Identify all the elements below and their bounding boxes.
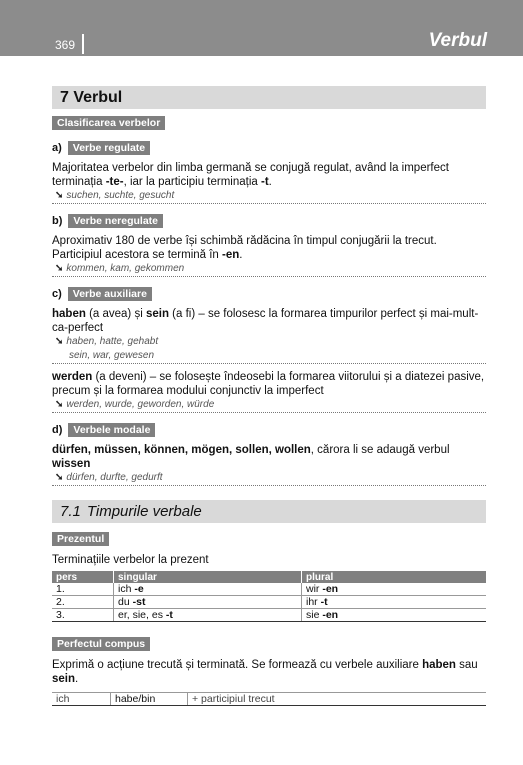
column-header: plural bbox=[302, 571, 487, 583]
column-header: pers bbox=[52, 571, 114, 583]
perfect-tense-text: Exprimă o acțiune trecută și terminată. Se formează cu verbele auxiliare haben sau sein. bbox=[52, 659, 478, 685]
table-row: 1. ich -e wir -en bbox=[52, 583, 486, 596]
present-endings-table bbox=[52, 571, 486, 622]
subsection-c-heading bbox=[52, 287, 486, 301]
example-line: ➘ haben, hatte, gehabt bbox=[55, 336, 159, 347]
section-title: 7 Verbul bbox=[52, 86, 486, 109]
subsection-title: 7.1 Timpurile verbale bbox=[52, 500, 486, 523]
chapter-title: Verbul bbox=[428, 30, 487, 51]
example-line: ➘ werden, wurde, geworden, würde bbox=[52, 398, 486, 413]
subsection-label: Verbe auxiliare bbox=[68, 287, 152, 301]
arrow-icon: ➘ bbox=[55, 336, 64, 347]
subsection-label: Verbe neregulate bbox=[68, 214, 163, 228]
example-line: ➘ kommen, kam, gekommen bbox=[52, 262, 486, 277]
table-header-row bbox=[52, 571, 486, 583]
subsection-letter: c) bbox=[52, 288, 62, 300]
table-row: 3. er, sie, es -t sie -en bbox=[52, 609, 486, 622]
page-content bbox=[52, 86, 486, 706]
table-row: 2. du -st ihr -t bbox=[52, 596, 486, 609]
page-number-divider bbox=[82, 34, 84, 54]
perfect-formation-table bbox=[52, 692, 486, 706]
subsection-a-heading bbox=[52, 141, 486, 155]
subsection-d-heading bbox=[52, 423, 486, 437]
page-header bbox=[0, 0, 523, 56]
subsection-letter: a) bbox=[52, 142, 62, 154]
page-number: 369 bbox=[55, 38, 76, 52]
present-tense-label: Prezentul bbox=[52, 532, 109, 546]
subsection-label: Verbele modale bbox=[68, 423, 155, 437]
irregular-verbs-text: Aproximativ 180 de verbe își schimbă rădăcina în timpul conjugării la trecut. Participiul acestora se termină în -en. bbox=[52, 235, 437, 261]
example-line: ➘ suchen, suchte, gesucht bbox=[52, 189, 486, 204]
subsection-letter: b) bbox=[52, 215, 63, 227]
subsection-b-heading bbox=[52, 214, 486, 228]
auxiliary-haben-sein-text: haben (a avea) și sein (a fi) – se folosesc la formarea timpurilor perfect și mai-mult-ca-perfect bbox=[52, 308, 479, 334]
arrow-icon: ➘ bbox=[55, 190, 64, 201]
subsection-label: Verbe regulate bbox=[68, 141, 150, 155]
modal-verbs-text: dürfen, müssen, können, mögen, sollen, wollen, cărora li se adaugă verbul wissen bbox=[52, 444, 450, 470]
subsection-letter: d) bbox=[52, 424, 63, 436]
column-header: singular bbox=[114, 571, 302, 583]
arrow-icon: ➘ bbox=[55, 399, 64, 410]
arrow-icon: ➘ bbox=[55, 472, 64, 483]
auxiliary-werden-text: werden (a deveni) – se folosește îndeosebi la formarea viitorului și a diatezei pasive, precum și la formarea modului conjunctiv la imperfect bbox=[52, 371, 485, 397]
regular-verbs-text: Majoritatea verbelor din limba germană se conjugă regulat, având la imperfect terminația -te-, iar la participiu terminația -t. bbox=[52, 162, 449, 188]
classification-label: Clasificarea verbelor bbox=[52, 116, 165, 130]
example-line: sein, war, gewesen bbox=[52, 349, 486, 364]
arrow-icon: ➘ bbox=[55, 263, 64, 274]
present-intro: Terminațiile verbelor la prezent bbox=[52, 554, 209, 566]
table-row: ich habe/bin + participiul trecut bbox=[52, 693, 486, 706]
perfect-tense-label: Perfectul compus bbox=[52, 637, 150, 651]
example-line: ➘ dürfen, durfte, gedurft bbox=[52, 471, 486, 486]
